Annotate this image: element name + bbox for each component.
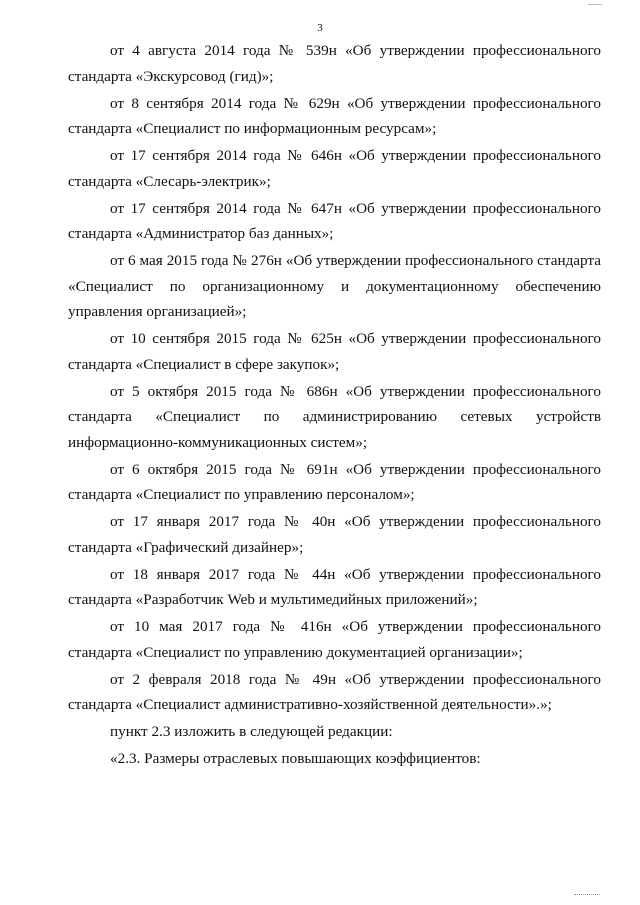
list-item-order-629n: от 8 сентября 2014 года № 629н «Об утверждении профессионального стандарта «Специалист по информационным ресурсам»; (68, 94, 601, 137)
list-item-order-647n: от 17 сентября 2014 года № 647н «Об утверждении профессионального стандарта «Администратор баз данных»; (68, 199, 601, 242)
amendment-instruction: пункт 2.3 изложить в следующей редакции: (110, 723, 393, 740)
document-body (68, 38, 601, 773)
scan-corner-mark-top (588, 0, 602, 5)
list-item-order-40n: от 17 января 2017 года № 40н «Об утверждении профессионального стандарта «Графический дизайнер»; (68, 513, 601, 556)
list-item-order-646n: от 17 сентября 2014 года № 646н «Об утверждении профессионального стандарта «Слесарь-электрик»; (68, 147, 601, 190)
list-item-order-539n: от 4 августа 2014 года № 539н «Об утверждении профессионального стандарта «Экскурсовод (гид)»; (68, 42, 601, 85)
list-item-order-691n: от 6 октября 2015 года № 691н «Об утверждении профессионального стандарта «Специалист по управлению персоналом»; (68, 460, 601, 503)
page-number: 3 (317, 22, 323, 34)
list-item-order-625n: от 10 сентября 2015 года № 625н «Об утверждении профессионального стандарта «Специалист в сфере закупок»; (68, 330, 601, 373)
list-item-order-276n: от 6 мая 2015 года № 276н «Об утверждении профессионального стандарта «Специалист по организационному и документационному обеспечению управления организацией»; (68, 252, 601, 320)
scan-corner-mark-bottom (574, 894, 600, 897)
list-item-order-686n: от 5 октября 2015 года № 686н «Об утверждении профессионального стандарта «Специалист по администрированию сетевых устройств информационно-коммуникационных систем»; (68, 382, 601, 451)
list-item-order-416n: от 10 мая 2017 года № 416н «Об утверждении профессионального стандарта «Специалист по управлению документацией организации»; (68, 618, 601, 661)
list-item-order-44n: от 18 января 2017 года № 44н «Об утверждении профессионального стандарта «Разработчик Web и мультимедийных приложений»; (68, 565, 601, 608)
list-item-order-49n: от 2 февраля 2018 года № 49н «Об утверждении профессионального стандарта «Специалист административно-хозяйственной деятельности».»; (68, 670, 601, 713)
section-heading: «2.3. Размеры отраслевых повышающих коэффициентов: (110, 750, 481, 767)
